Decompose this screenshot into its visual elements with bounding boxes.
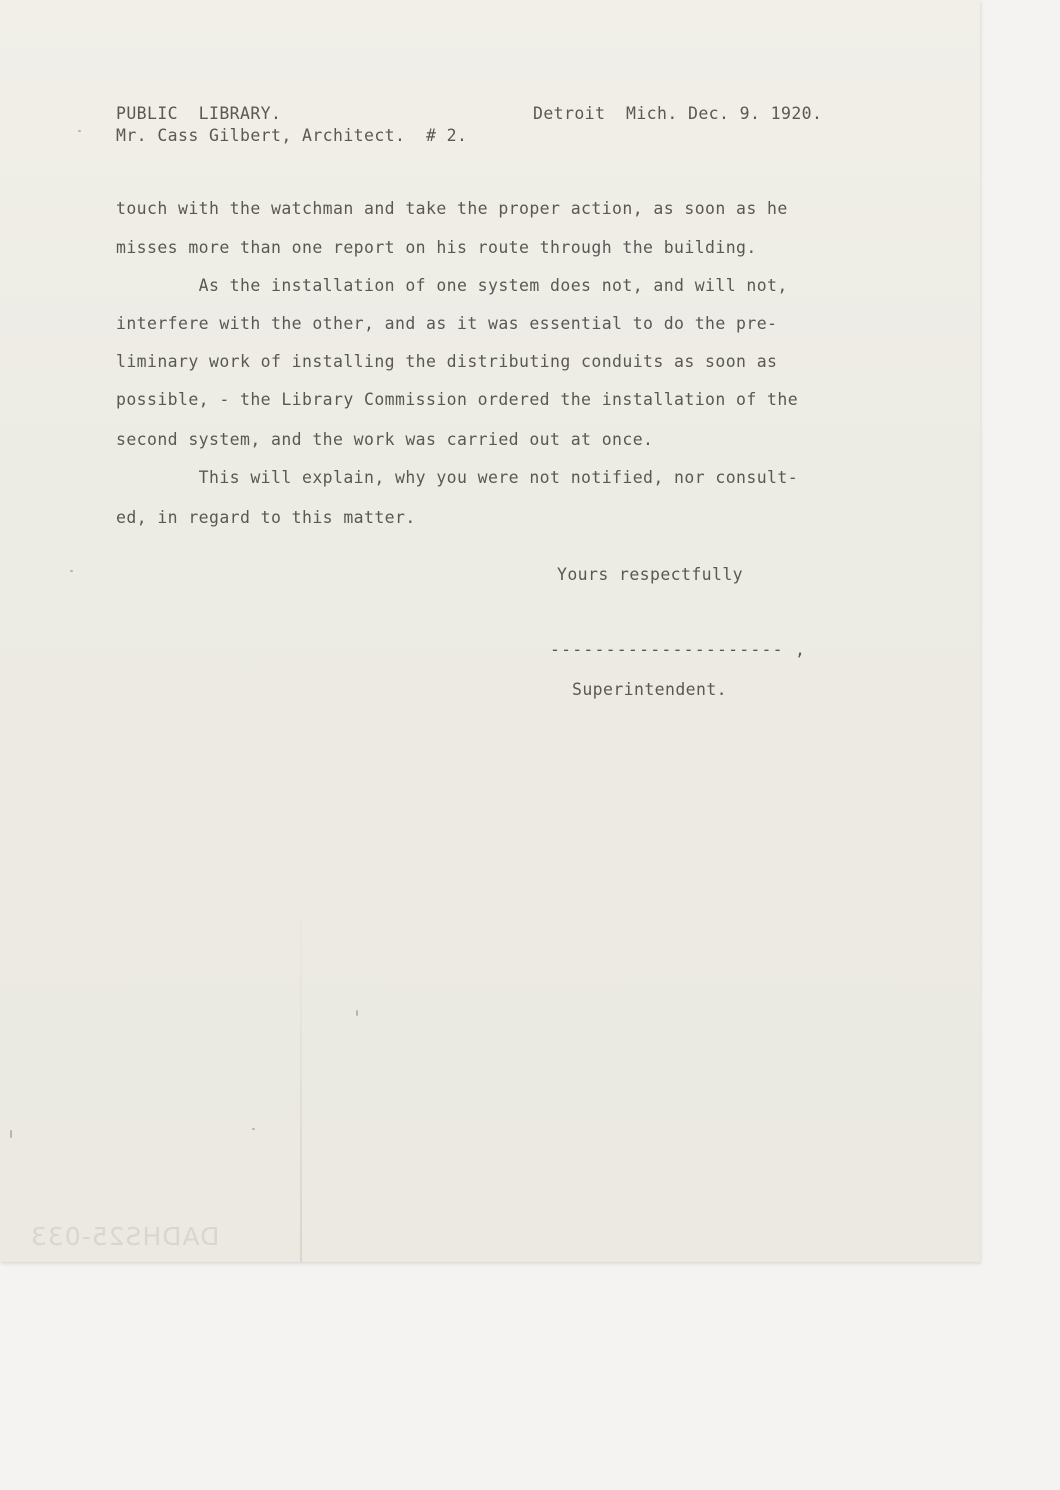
signature-line: --------------------- , <box>550 640 807 659</box>
body-line-2: misses more than one report on his route through the building. <box>116 238 757 257</box>
paper-speck <box>252 1128 255 1130</box>
header-addressee: Mr. Cass Gilbert, Architect. # 2. <box>116 126 468 145</box>
body-line-9: ed, in regard to this matter. <box>116 508 416 527</box>
body-line-1: touch with the watchman and take the proper action, as soon as he <box>116 199 788 218</box>
body-line-6: possible, - the Library Commission ordered the installation of the <box>116 390 799 409</box>
paper-speck <box>356 1010 358 1016</box>
header-place-date: Detroit Mich. Dec. 9. 1920. <box>533 104 823 123</box>
paper-speck <box>70 570 73 572</box>
body-line-5: liminary work of installing the distributing conduits as soon as <box>116 352 778 371</box>
paper-speck <box>10 1130 12 1138</box>
closing-salutation: Yours respectfully <box>557 565 744 584</box>
archive-stamp: DADHS25-033 <box>30 1222 220 1251</box>
paper-speck <box>78 130 81 132</box>
header-institution: PUBLIC LIBRARY. <box>116 104 282 123</box>
body-line-3: As the installation of one system does not, and will not, <box>116 276 788 295</box>
body-line-4: interfere with the other, and as it was essential to do the pre- <box>116 314 778 333</box>
signatory-title: Superintendent. <box>572 680 728 699</box>
paper-crease <box>300 900 302 1262</box>
body-line-7: second system, and the work was carried out at once. <box>116 430 654 449</box>
body-line-8: This will explain, why you were not notified, nor consult- <box>116 468 799 487</box>
